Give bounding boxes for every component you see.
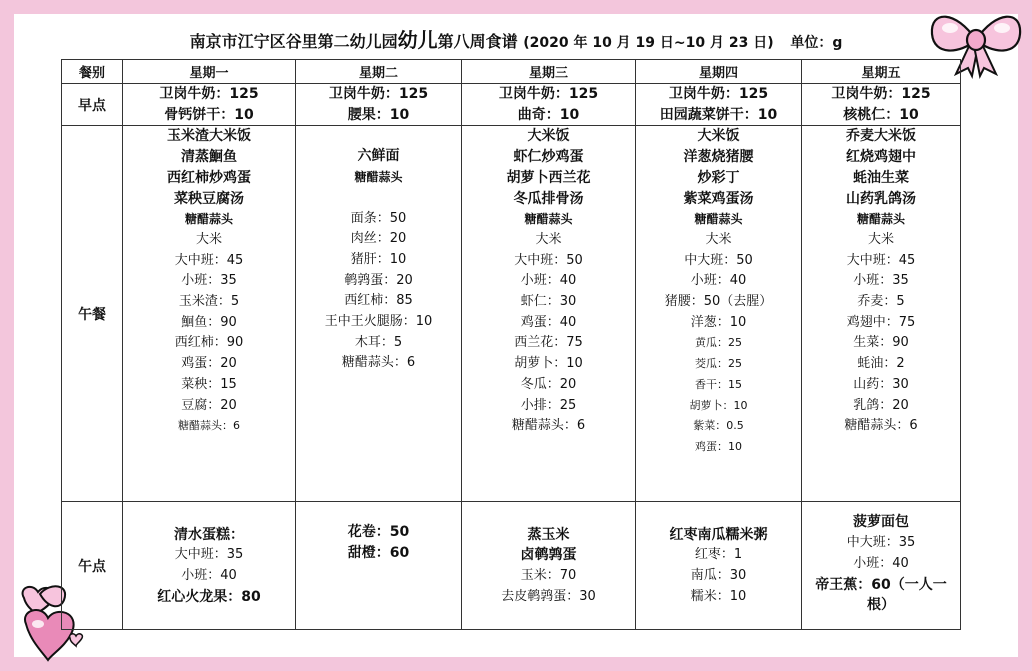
menu-line: 卫岗牛奶：125 [668,86,769,102]
menu-line: 乳鸽：20 [853,397,909,413]
menu-line: 黄瓜：25 [695,336,742,350]
menu-line: 蒸玉米 [527,526,570,543]
menu-line: 红烧鸡翅中 [846,149,916,166]
header-friday: 星期五 [802,60,961,84]
menu-line [296,188,461,209]
menu-line: 胡萝卜西兰花 [506,169,591,186]
menu-line: 乔麦大米饭 [846,128,916,145]
menu-line: 核桃仁：10 [843,106,919,123]
menu-line: 大米 [195,231,222,247]
menu-line: 卤鹌鹑蛋 [520,547,577,564]
menu-line: 糖醋蒜头 [184,212,233,227]
menu-line: 六鲜面 [357,148,400,165]
menu-line: 甜橙：60 [347,545,410,562]
menu-line: 卫岗牛奶：125 [498,86,599,102]
title-unit: 单位：g [790,35,843,51]
menu-line: 山药：30 [853,376,909,392]
menu-line: 大米 [867,231,894,247]
menu-line: 小班：35 [853,273,909,289]
menu-line: 小班：40 [181,567,237,583]
menu-line: 大米 [705,231,732,247]
menu-line: 肉丝：20 [350,231,407,247]
menu-line: 糖醋蒜头 [354,170,403,185]
header-monday: 星期一 [123,60,296,84]
header-wednesday: 星期三 [462,60,636,84]
menu-line: 糖醋蒜头 [856,212,905,227]
title-after: 第八周食谱 [437,32,518,51]
menu-line: 小班：40 [690,273,747,289]
menu-line: 胡萝卜：10 [689,398,748,412]
title-main: 南京市江宁区谷里第二幼儿园 [189,32,398,51]
menu-line: 西红柿：90 [174,335,244,351]
menu-line: 大米 [535,231,562,247]
menu-line: 南瓜：30 [690,567,747,583]
menu-line: 西红柿：85 [344,293,413,309]
menu-line: 糖醋蒜头 [524,212,573,227]
menu-line: 卫岗牛奶：125 [159,86,259,102]
menu-line: 糖醋蒜头：6 [178,419,240,433]
menu-line: 腰果：10 [347,106,410,123]
menu-line: 蚝油生菜 [853,169,909,186]
menu-title [0,24,1032,53]
menu-line: 大中班：45 [174,252,244,268]
snack-friday [802,502,961,630]
breakfast-monday [123,84,296,126]
menu-line: 茭瓜：25 [695,357,742,371]
header-thursday: 星期四 [636,60,802,84]
lunch-tuesday [296,126,462,502]
menu-line: 大米饭 [527,128,570,145]
menu-line: 卫岗牛奶：125 [328,86,429,102]
snack-label: 午点 [62,502,123,630]
menu-line: 卫岗牛奶：125 [831,86,931,102]
snack-thursday [636,502,802,630]
menu-line: 香干：15 [695,377,742,391]
menu-line: 菠萝面包 [853,514,909,531]
menu-line: 西兰花：75 [514,335,583,351]
snack-row [62,502,961,630]
menu-line: 清蒸鮰鱼 [181,149,237,166]
menu-line: 玉米渣大米饭 [167,128,251,145]
menu-line: 虾仁：30 [520,294,577,310]
menu-line: 乔麦：5 [857,294,905,310]
menu-line: 玉米渣：5 [178,294,240,310]
menu-line: 生菜：90 [853,335,909,351]
menu-line: 曲奇：10 [517,106,580,123]
breakfast-thursday [636,84,802,126]
menu-line: 中大班：35 [846,535,916,551]
menu-line: 大中班：50 [514,252,583,268]
menu-line: 胡萝卜：10 [514,356,583,372]
menu-line: 清水蛋糕： [174,526,244,543]
menu-line: 洋葱烧猪腰 [683,149,754,166]
lunch-monday [123,126,296,502]
menu-line: 虾仁炒鸡蛋 [513,149,584,166]
header-meal: 餐别 [62,60,123,84]
menu-line: 紫菜：0.5 [693,419,744,433]
menu-line: 糖醋蒜头：6 [511,418,586,434]
menu-line: 豆腐：20 [181,397,237,413]
lunch-row [62,126,961,502]
menu-line: 蚝油：2 [857,356,905,372]
menu-line: 山药乳鸽汤 [846,190,916,207]
menu-line: 糯米：10 [690,588,747,604]
snack-tuesday [296,502,462,630]
menu-line: 鮰鱼：90 [181,314,237,330]
menu-line: 骨钙饼干：10 [164,106,254,123]
lunch-wednesday [462,126,636,502]
menu-line: 中大班：50 [684,252,753,268]
menu-line: 冬瓜：20 [520,376,577,392]
breakfast-tuesday [296,84,462,126]
menu-line: 木耳：5 [354,334,403,350]
snack-wednesday [462,502,636,630]
menu-line: 玉米：70 [520,567,577,583]
menu-line: 鸡蛋：40 [520,314,577,330]
menu-line: 西红柿炒鸡蛋 [167,169,251,186]
menu-line: 大米饭 [697,128,740,145]
lunch-label: 午餐 [62,126,123,502]
menu-line: 鸡蛋：20 [181,356,237,372]
menu-line: 花卷：50 [347,524,410,541]
title-dates: (2020 年 10 月 19 日~10 月 23 日) [523,35,774,51]
menu-line: 猪腰：50（去腥） [664,294,773,310]
menu-line: 糖醋蒜头：6 [341,355,416,371]
menu-line: 王中王火腿肠：10 [324,314,433,330]
snack-monday [123,502,296,630]
menu-line: 菜秧：15 [181,376,237,392]
menu-line: 糖醋蒜头 [694,212,743,227]
menu-line: 大中班：35 [174,547,244,563]
breakfast-friday [802,84,961,126]
menu-line: 鸡翅中：75 [846,314,916,330]
menu-line: 大中班：45 [846,252,916,268]
menu-line: 糖醋蒜头：6 [844,418,918,434]
header-row [62,60,961,84]
menu-line: 红枣：1 [694,547,743,563]
menu-line: 红枣南瓜糯米粥 [669,526,768,543]
menu-line: 小排：25 [520,397,577,413]
breakfast-wednesday [462,84,636,126]
menu-line: 洋葱：10 [690,314,747,330]
breakfast-row [62,84,961,126]
menu-line: 猪肝：10 [350,251,407,267]
menu-line: 菜秧豆腐汤 [174,190,244,207]
lunch-thursday [636,126,802,502]
breakfast-label: 早点 [62,84,123,126]
weekly-menu-table [61,59,961,630]
menu-line: 鹌鹑蛋：20 [344,272,413,288]
menu-line: 根） [867,597,895,614]
menu-line: 小班：40 [853,555,909,571]
menu-line: 去皮鹌鹑蛋：30 [501,588,596,604]
lunch-friday [802,126,961,502]
menu-line: 炒彩丁 [697,169,740,186]
menu-line: 冬瓜排骨汤 [513,190,584,207]
menu-line: 紫菜鸡蛋汤 [683,190,754,207]
header-tuesday: 星期二 [296,60,462,84]
menu-line: 红心火龙果：80 [157,588,261,605]
menu-line: 帝王蕉：60（一人一 [815,576,947,593]
menu-line: 鸡蛋：10 [695,439,742,453]
menu-line: 面条：50 [350,210,407,226]
menu-line: 小班：40 [520,273,577,289]
title-big: 幼儿 [397,28,438,52]
menu-line: 田园蔬菜饼干：10 [659,106,778,123]
menu-line: 小班：35 [181,273,237,289]
